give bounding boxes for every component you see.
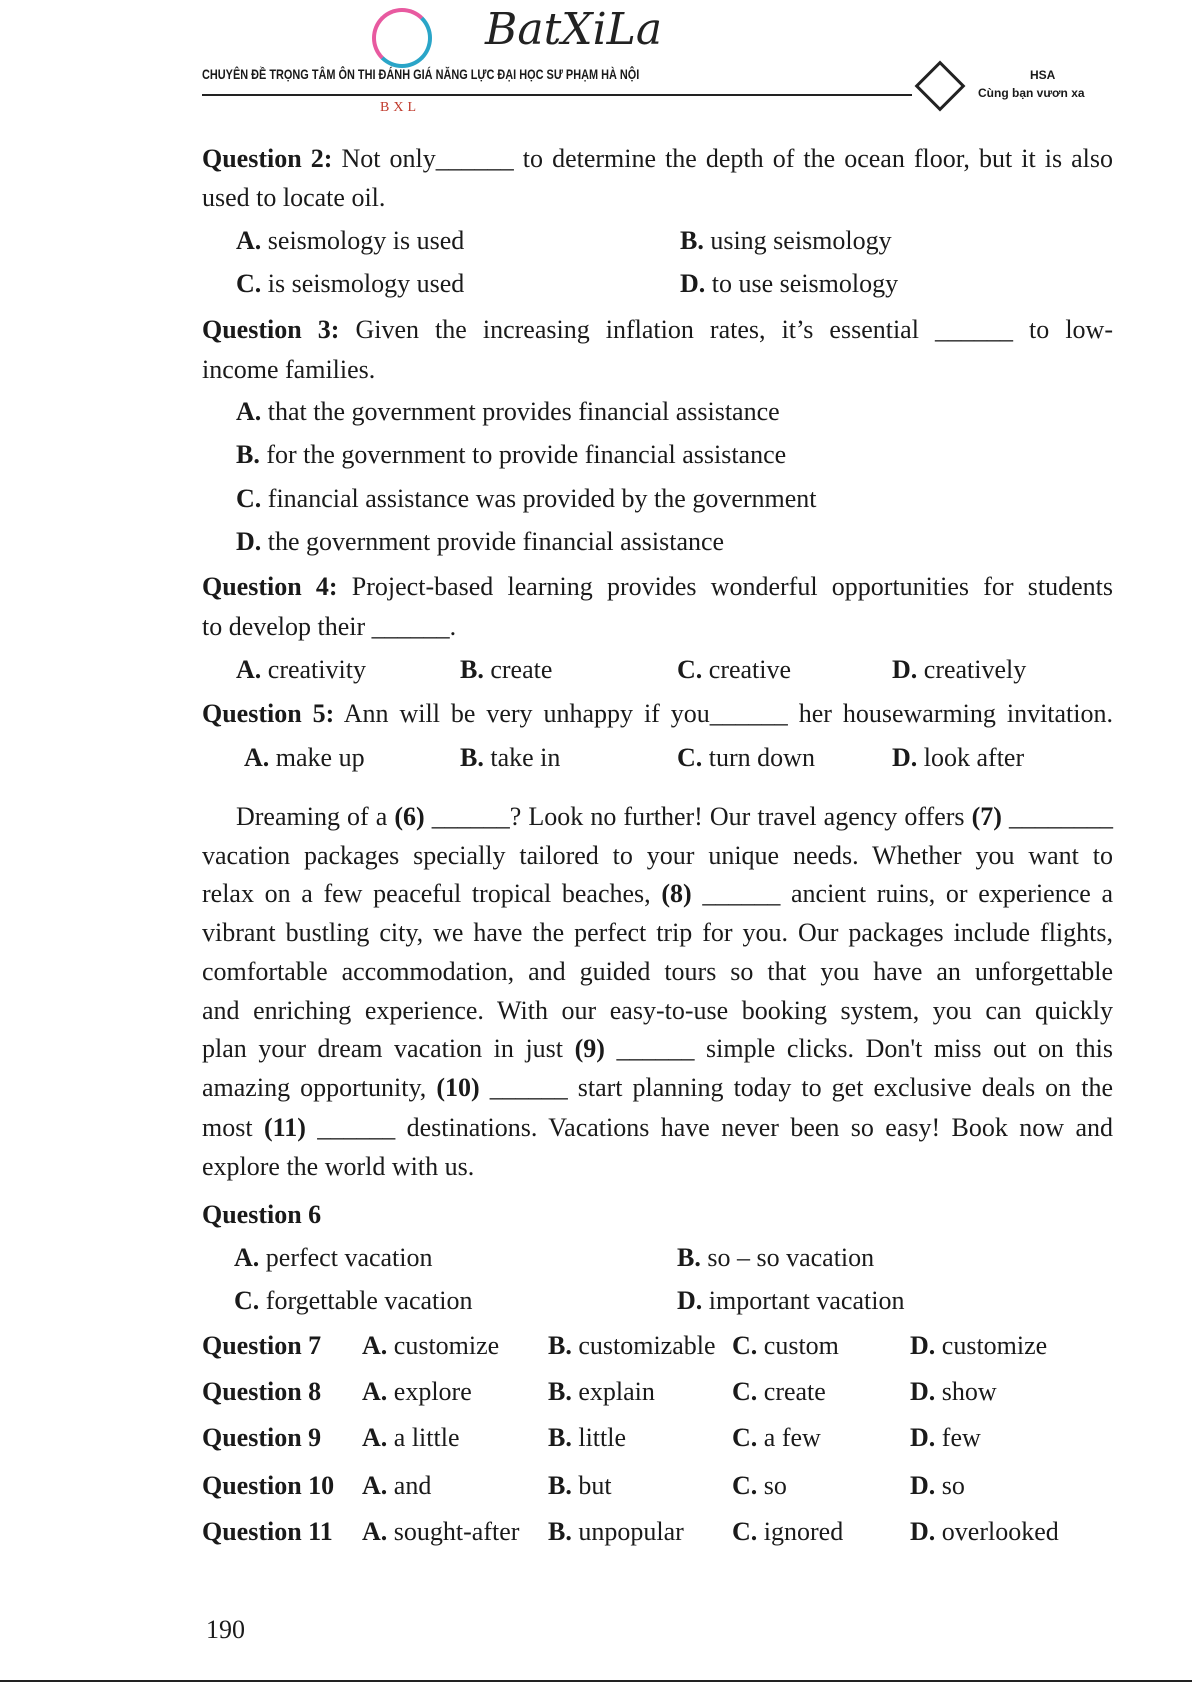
- option-text: few: [935, 1423, 981, 1452]
- option-text: customizable: [571, 1331, 716, 1360]
- option-text: look after: [917, 743, 1025, 772]
- passage-text: most: [202, 1113, 264, 1142]
- question-3-stem: [202, 315, 1113, 345]
- passage-line: vibrant bustling city, we have the perfect trip for you. Our packages include flights,: [202, 918, 1113, 947]
- option-d: [910, 1423, 981, 1453]
- option-a: [234, 1243, 433, 1273]
- option-b: [548, 1331, 716, 1361]
- option-text: show: [935, 1377, 997, 1406]
- option-a: [236, 397, 780, 427]
- option-letter: C.: [236, 269, 262, 298]
- option-letter: D.: [910, 1517, 936, 1546]
- option-letter: A.: [362, 1471, 388, 1500]
- option-c: [732, 1377, 826, 1407]
- blank-number: (9): [574, 1034, 605, 1063]
- option-d: [680, 269, 898, 299]
- option-d: [910, 1331, 1047, 1361]
- option-d: [236, 527, 724, 557]
- option-text: creativity: [261, 655, 366, 684]
- option-a: [244, 743, 365, 773]
- option-c: [236, 269, 464, 299]
- option-text: creative: [702, 655, 792, 684]
- page-bottom-edge: [0, 1680, 1192, 1682]
- header-divider: [202, 94, 912, 96]
- option-text: so: [757, 1471, 787, 1500]
- option-text: explore: [387, 1377, 472, 1406]
- question-8-label: Question 8: [202, 1377, 322, 1406]
- option-b: [680, 226, 892, 256]
- passage-text: plan your dream vacation in just: [202, 1034, 575, 1063]
- option-text: create: [757, 1377, 826, 1406]
- option-text: creatively: [917, 655, 1027, 684]
- option-letter: D.: [680, 269, 706, 298]
- passage-text: ________: [1001, 802, 1113, 831]
- option-a: [236, 655, 366, 685]
- passage-line: [202, 1073, 1113, 1103]
- option-letter: C.: [732, 1377, 758, 1406]
- passage-line: vacation packages specially tailored to your unique needs. Whether you want to: [202, 841, 1113, 870]
- question-text: Not only______ to determine the depth of the ocean floor, but it is also: [332, 144, 1114, 173]
- passage-line: and enriching experience. With our easy-to-use booking system, you can quickly: [202, 996, 1113, 1025]
- option-letter: D.: [910, 1331, 936, 1360]
- option-letter: A.: [362, 1331, 388, 1360]
- option-c: [236, 484, 817, 514]
- option-text: important vacation: [702, 1286, 905, 1315]
- option-letter: A.: [362, 1377, 388, 1406]
- question-text: Ann will be very unhappy if you______ her housewarming invitation.: [334, 699, 1113, 728]
- option-b: [236, 440, 786, 470]
- question-4-stem-cont: to develop their ______.: [202, 612, 457, 641]
- header-title: CHUYÊN ĐỀ TRỌNG TÂM ÔN THI ĐÁNH GIÁ NĂNG LỰC ĐẠI HỌC SƯ PHẠM HÀ NỘI: [202, 66, 640, 82]
- option-letter: D.: [910, 1423, 936, 1452]
- option-letter: A.: [236, 655, 262, 684]
- option-text: is seismology used: [261, 269, 465, 298]
- option-letter: A.: [236, 226, 262, 255]
- option-text: perfect vacation: [259, 1243, 433, 1272]
- option-text: to use seismology: [705, 269, 899, 298]
- option-d: [677, 1286, 904, 1316]
- option-text: unpopular: [571, 1517, 684, 1546]
- brand-name: BatXiLa: [485, 4, 663, 55]
- page-number: 190: [206, 1615, 245, 1644]
- option-a: [236, 226, 464, 256]
- option-letter: C.: [236, 484, 262, 513]
- hsa-label: HSA: [1030, 68, 1056, 82]
- passage-text: ______? Look no further! Our travel agency offers: [424, 802, 972, 831]
- option-c: [234, 1286, 473, 1316]
- option-a: [362, 1423, 459, 1453]
- option-letter: B.: [460, 655, 484, 684]
- option-letter: D.: [892, 655, 918, 684]
- option-text: that the government provides financial assistance: [261, 397, 780, 426]
- option-letter: C.: [732, 1331, 758, 1360]
- option-text: so: [935, 1471, 965, 1500]
- option-letter: B.: [236, 440, 260, 469]
- question-2-stem-cont: used to locate oil.: [202, 183, 386, 212]
- question-text: Given the increasing inflation rates, it’s essential ______ to low-: [339, 315, 1113, 344]
- option-b: [460, 743, 560, 773]
- option-letter: A.: [244, 743, 270, 772]
- option-letter: C.: [732, 1423, 758, 1452]
- passage-text: relax on a few peaceful tropical beaches,: [202, 879, 662, 908]
- option-text: but: [571, 1471, 612, 1500]
- option-text: so – so vacation: [700, 1243, 875, 1272]
- option-d: [892, 743, 1024, 773]
- option-b: [548, 1377, 655, 1407]
- question-2-stem: [202, 144, 1113, 174]
- option-d: [910, 1377, 997, 1407]
- option-letter: C.: [732, 1517, 758, 1546]
- question-9-label: Question 9: [202, 1423, 322, 1452]
- option-text: overlooked: [935, 1517, 1059, 1546]
- option-letter: A.: [234, 1243, 260, 1272]
- option-text: a few: [757, 1423, 821, 1452]
- passage-line: [202, 1113, 1113, 1143]
- option-letter: D.: [892, 743, 918, 772]
- option-b: [460, 655, 552, 685]
- option-text: financial assistance was provided by the government: [261, 484, 817, 513]
- option-c: [732, 1471, 787, 1501]
- option-letter: C.: [732, 1471, 758, 1500]
- option-a: [362, 1331, 499, 1361]
- option-letter: A.: [362, 1517, 388, 1546]
- option-letter: B.: [548, 1517, 572, 1546]
- option-b: [548, 1471, 612, 1501]
- blank-number: (10): [436, 1073, 480, 1102]
- option-a: [362, 1377, 472, 1407]
- option-b: [548, 1517, 684, 1547]
- passage-line: [236, 802, 1113, 832]
- option-text: customize: [935, 1331, 1048, 1360]
- option-c: [732, 1517, 843, 1547]
- option-b: [677, 1243, 874, 1273]
- option-letter: C.: [677, 743, 703, 772]
- question-label: Question 3:: [202, 315, 340, 344]
- passage-line: comfortable accommodation, and guided tours so that you have an unforgettable: [202, 957, 1113, 986]
- option-text: seismology is used: [261, 226, 465, 255]
- passage-line: [202, 1034, 1113, 1064]
- batxila-logo-icon: [372, 8, 432, 68]
- option-a: [362, 1517, 519, 1547]
- option-text: create: [483, 655, 553, 684]
- option-text: customize: [387, 1331, 500, 1360]
- passage-text: Dreaming of a: [236, 802, 395, 831]
- option-d: [910, 1471, 965, 1501]
- question-label: Question 5:: [202, 699, 335, 728]
- option-c: [677, 655, 791, 685]
- option-c: [677, 743, 815, 773]
- question-7-label: Question 7: [202, 1331, 322, 1360]
- option-letter: B.: [677, 1243, 701, 1272]
- logo-text: BXL: [380, 100, 420, 115]
- blank-number: (6): [394, 802, 425, 831]
- question-4-stem: [202, 572, 1113, 602]
- option-text: forgettable vacation: [259, 1286, 473, 1315]
- option-text: little: [571, 1423, 627, 1452]
- passage-text: ______ destinations. Vacations have never been so easy! Book now and: [305, 1113, 1113, 1142]
- option-a: [362, 1471, 431, 1501]
- option-letter: D.: [910, 1377, 936, 1406]
- passage-text: ______ start planning today to get exclusive deals on the: [479, 1073, 1113, 1102]
- question-text: Project-based learning provides wonderful opportunities for students: [337, 572, 1113, 601]
- option-letter: D.: [236, 527, 262, 556]
- option-letter: B.: [548, 1471, 572, 1500]
- question-label: Question 4:: [202, 572, 338, 601]
- option-text: the government provide financial assistance: [261, 527, 725, 556]
- option-c: [732, 1331, 839, 1361]
- passage-text: amazing opportunity,: [202, 1073, 437, 1102]
- blank-number: (11): [263, 1113, 306, 1142]
- passage-line: [202, 879, 1113, 909]
- option-text: explain: [571, 1377, 655, 1406]
- option-letter: B.: [548, 1423, 572, 1452]
- blank-number: (8): [661, 879, 692, 908]
- hsa-slogan: Cùng bạn vươn xa: [978, 86, 1085, 100]
- option-text: turn down: [702, 743, 815, 772]
- option-letter: C.: [234, 1286, 260, 1315]
- option-text: sought-after: [387, 1517, 520, 1546]
- option-letter: C.: [677, 655, 703, 684]
- option-c: [732, 1423, 821, 1453]
- option-text: take in: [483, 743, 561, 772]
- question-6-label: Question 6: [202, 1200, 322, 1229]
- option-d: [892, 655, 1026, 685]
- option-letter: B.: [548, 1377, 572, 1406]
- option-b: [548, 1423, 626, 1453]
- passage-text: ______ ancient ruins, or experience a: [691, 879, 1113, 908]
- option-letter: B.: [680, 226, 704, 255]
- question-3-stem-cont: income families.: [202, 355, 376, 384]
- option-text: and: [387, 1471, 432, 1500]
- option-text: for the government to provide financial assistance: [259, 440, 787, 469]
- question-5-stem: [202, 699, 1113, 729]
- option-text: a little: [387, 1423, 460, 1452]
- passage-line: explore the world with us.: [202, 1152, 475, 1181]
- option-text: using seismology: [703, 226, 892, 255]
- option-letter: D.: [677, 1286, 703, 1315]
- question-10-label: Question 10: [202, 1471, 335, 1500]
- option-text: ignored: [757, 1517, 844, 1546]
- option-letter: A.: [362, 1423, 388, 1452]
- question-label: Question 2:: [202, 144, 333, 173]
- option-text: custom: [757, 1331, 839, 1360]
- option-text: make up: [269, 743, 365, 772]
- option-letter: B.: [460, 743, 484, 772]
- blank-number: (7): [971, 802, 1002, 831]
- option-d: [910, 1517, 1059, 1547]
- passage-text: ______ simple clicks. Don't miss out on this: [604, 1034, 1113, 1063]
- question-11-label: Question 11: [202, 1517, 333, 1546]
- option-letter: B.: [548, 1331, 572, 1360]
- option-letter: D.: [910, 1471, 936, 1500]
- option-letter: A.: [236, 397, 262, 426]
- hsa-logo-icon: [915, 61, 966, 112]
